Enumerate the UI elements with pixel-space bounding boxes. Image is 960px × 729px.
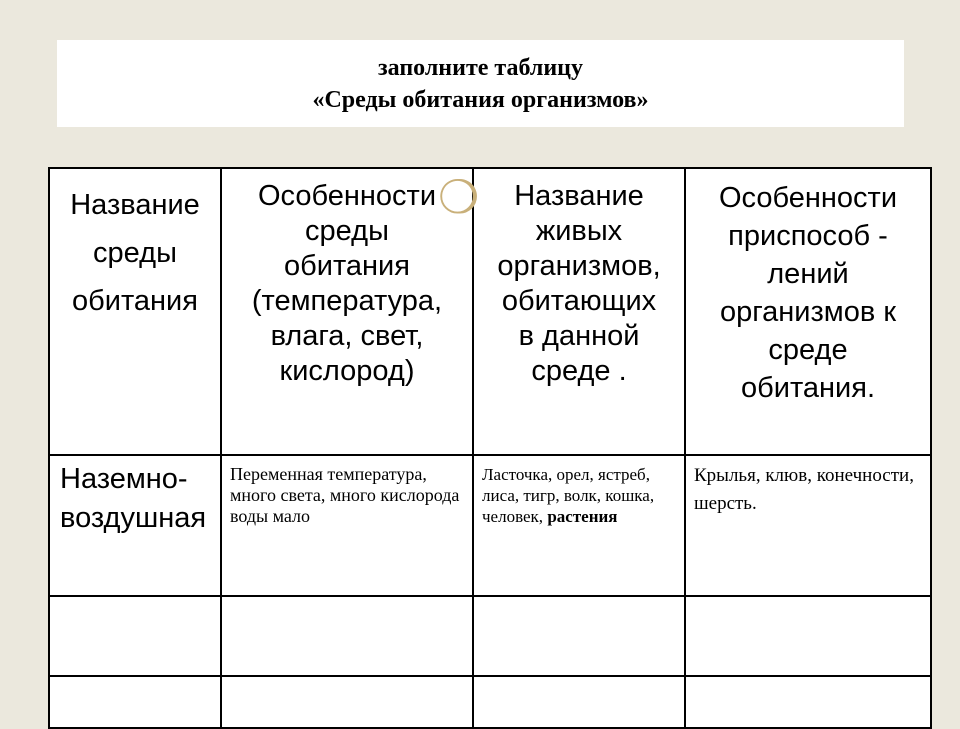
features-cell: Переменная температура, много света, много кислорода воды мало (221, 455, 473, 596)
title-box (57, 40, 904, 127)
header-text-line: организмов, (497, 250, 661, 282)
table-row (49, 455, 931, 596)
header-text-line: влага, свет, (270, 320, 424, 352)
habitat-table (48, 167, 932, 729)
header-text-line: (температура, (251, 285, 443, 317)
ornament-icon: ❍ (438, 170, 480, 224)
empty-cell[interactable] (49, 676, 221, 728)
header-text-line: в данной (518, 320, 640, 352)
adaptations-cell: Крылья, клюв, конечности, шерсть. (685, 455, 931, 596)
environment-cell: Наземно-воздушная (49, 455, 221, 596)
table-row-empty (49, 596, 931, 676)
header-text-line: обитания. (741, 372, 875, 404)
header-text-line: обитания (284, 250, 410, 282)
header-text-line: обитающих (501, 285, 657, 317)
header-text-line: организмов к (719, 296, 897, 328)
empty-cell[interactable] (49, 596, 221, 676)
empty-cell[interactable] (685, 596, 931, 676)
header-text-line: среде (768, 334, 848, 366)
organisms-text: Ласточка, орел, ястреб, лиса, тигр, волк, кошка, человек, (482, 465, 655, 526)
header-text-line: среды (305, 215, 389, 247)
header-text-line: приспособ - (728, 220, 888, 252)
empty-cell[interactable] (473, 676, 685, 728)
empty-cell[interactable] (685, 676, 931, 728)
header-environment-name (49, 168, 221, 455)
header-organisms (473, 168, 685, 455)
header-text-line: среды (93, 237, 177, 269)
header-text-line: Название (514, 180, 644, 212)
header-adaptations (685, 168, 931, 455)
header-text-line: живых (535, 215, 623, 247)
header-text-line: обитания (72, 285, 198, 317)
header-environment-features (221, 168, 473, 455)
header-text-line: кислород) (279, 355, 415, 387)
empty-cell[interactable] (221, 676, 473, 728)
table-row-empty (49, 676, 931, 728)
empty-cell[interactable] (221, 596, 473, 676)
table-header-row (49, 168, 931, 455)
header-text-line: Название (70, 189, 200, 221)
slide-title-line-2: «Среды обитания организмов» (312, 86, 649, 113)
slide-title-line-1: заполните таблицу (377, 54, 583, 81)
empty-cell[interactable] (473, 596, 685, 676)
header-text-line: лений (767, 258, 849, 290)
header-text-line: Особенности (257, 180, 437, 212)
header-text-line: Особенности (718, 182, 898, 214)
header-text-line: среде . (531, 355, 627, 387)
organisms-cell (473, 455, 685, 596)
organisms-bold-text: растения (547, 507, 618, 526)
